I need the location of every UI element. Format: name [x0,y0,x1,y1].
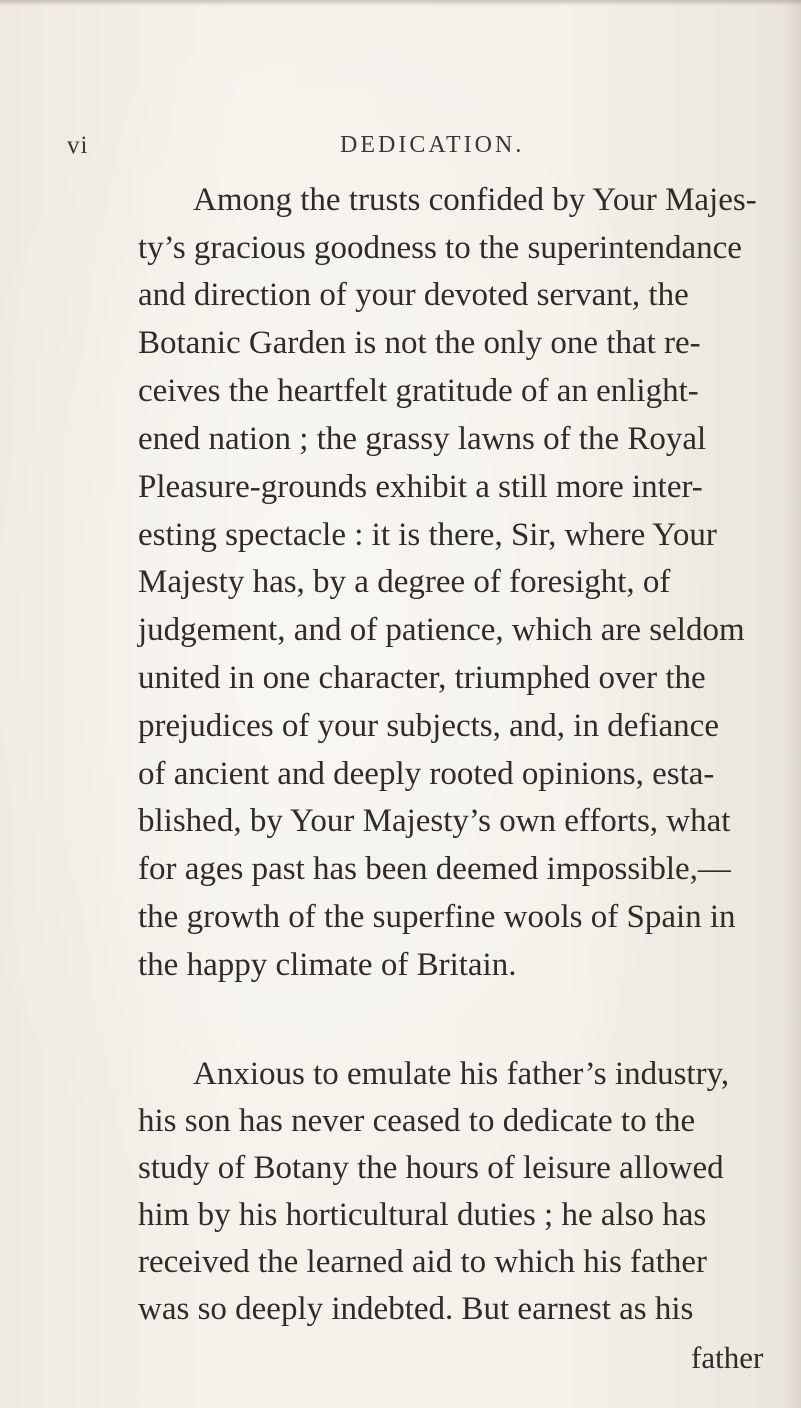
text-line: esting spectacle : it is there, Sir, where Your [138,517,717,553]
page-top-shadow [0,0,801,6]
text-line: the growth of the superfine wools of Spain in [138,899,736,935]
text-line: united in one character, triumphed over the [138,660,706,696]
text-line: ty’s gracious goodness to the superintendance [138,230,742,266]
text-line: blished, by Your Majesty’s own efforts, what [138,803,731,839]
text-line: and direction of your devoted servant, the [138,277,689,313]
text-line: prejudices of your subjects, and, in defiance [138,708,719,744]
page-number: vi [67,132,89,159]
page-right-shadow [783,0,801,1408]
text-line: him by his horticultural duties ; he also has [138,1197,707,1233]
catchword: father [691,1340,764,1375]
text-line: Among the trusts confided by Your Majes- [193,182,757,218]
text-line: Majesty has, by a degree of foresight, of [138,564,671,600]
text-line: was so deeply indebted. But earnest as his [138,1291,694,1327]
running-title: DEDICATION. [340,132,525,158]
text-line: of ancient and deeply rooted opinions, esta- [138,756,715,792]
text-line: ened nation ; the grassy lawns of the Royal [138,421,707,457]
text-line: Botanic Garden is not the only one that re- [138,325,701,361]
text-line: ceives the heartfelt gratitude of an enlight- [138,373,699,409]
text-line: study of Botany the hours of leisure allowed [138,1150,724,1186]
text-line: judgement, and of patience, which are seldom [138,612,745,648]
text-line: the happy climate of Britain. [138,947,517,983]
text-line: Anxious to emulate his father’s industry, [193,1056,730,1092]
text-line: his son has never ceased to dedicate to the [138,1103,696,1139]
text-line: received the learned aid to which his father [138,1244,707,1280]
text-line: for ages past has been deemed impossible,— [138,851,731,887]
text-line: Pleasure-grounds exhibit a still more inter- [138,469,703,505]
